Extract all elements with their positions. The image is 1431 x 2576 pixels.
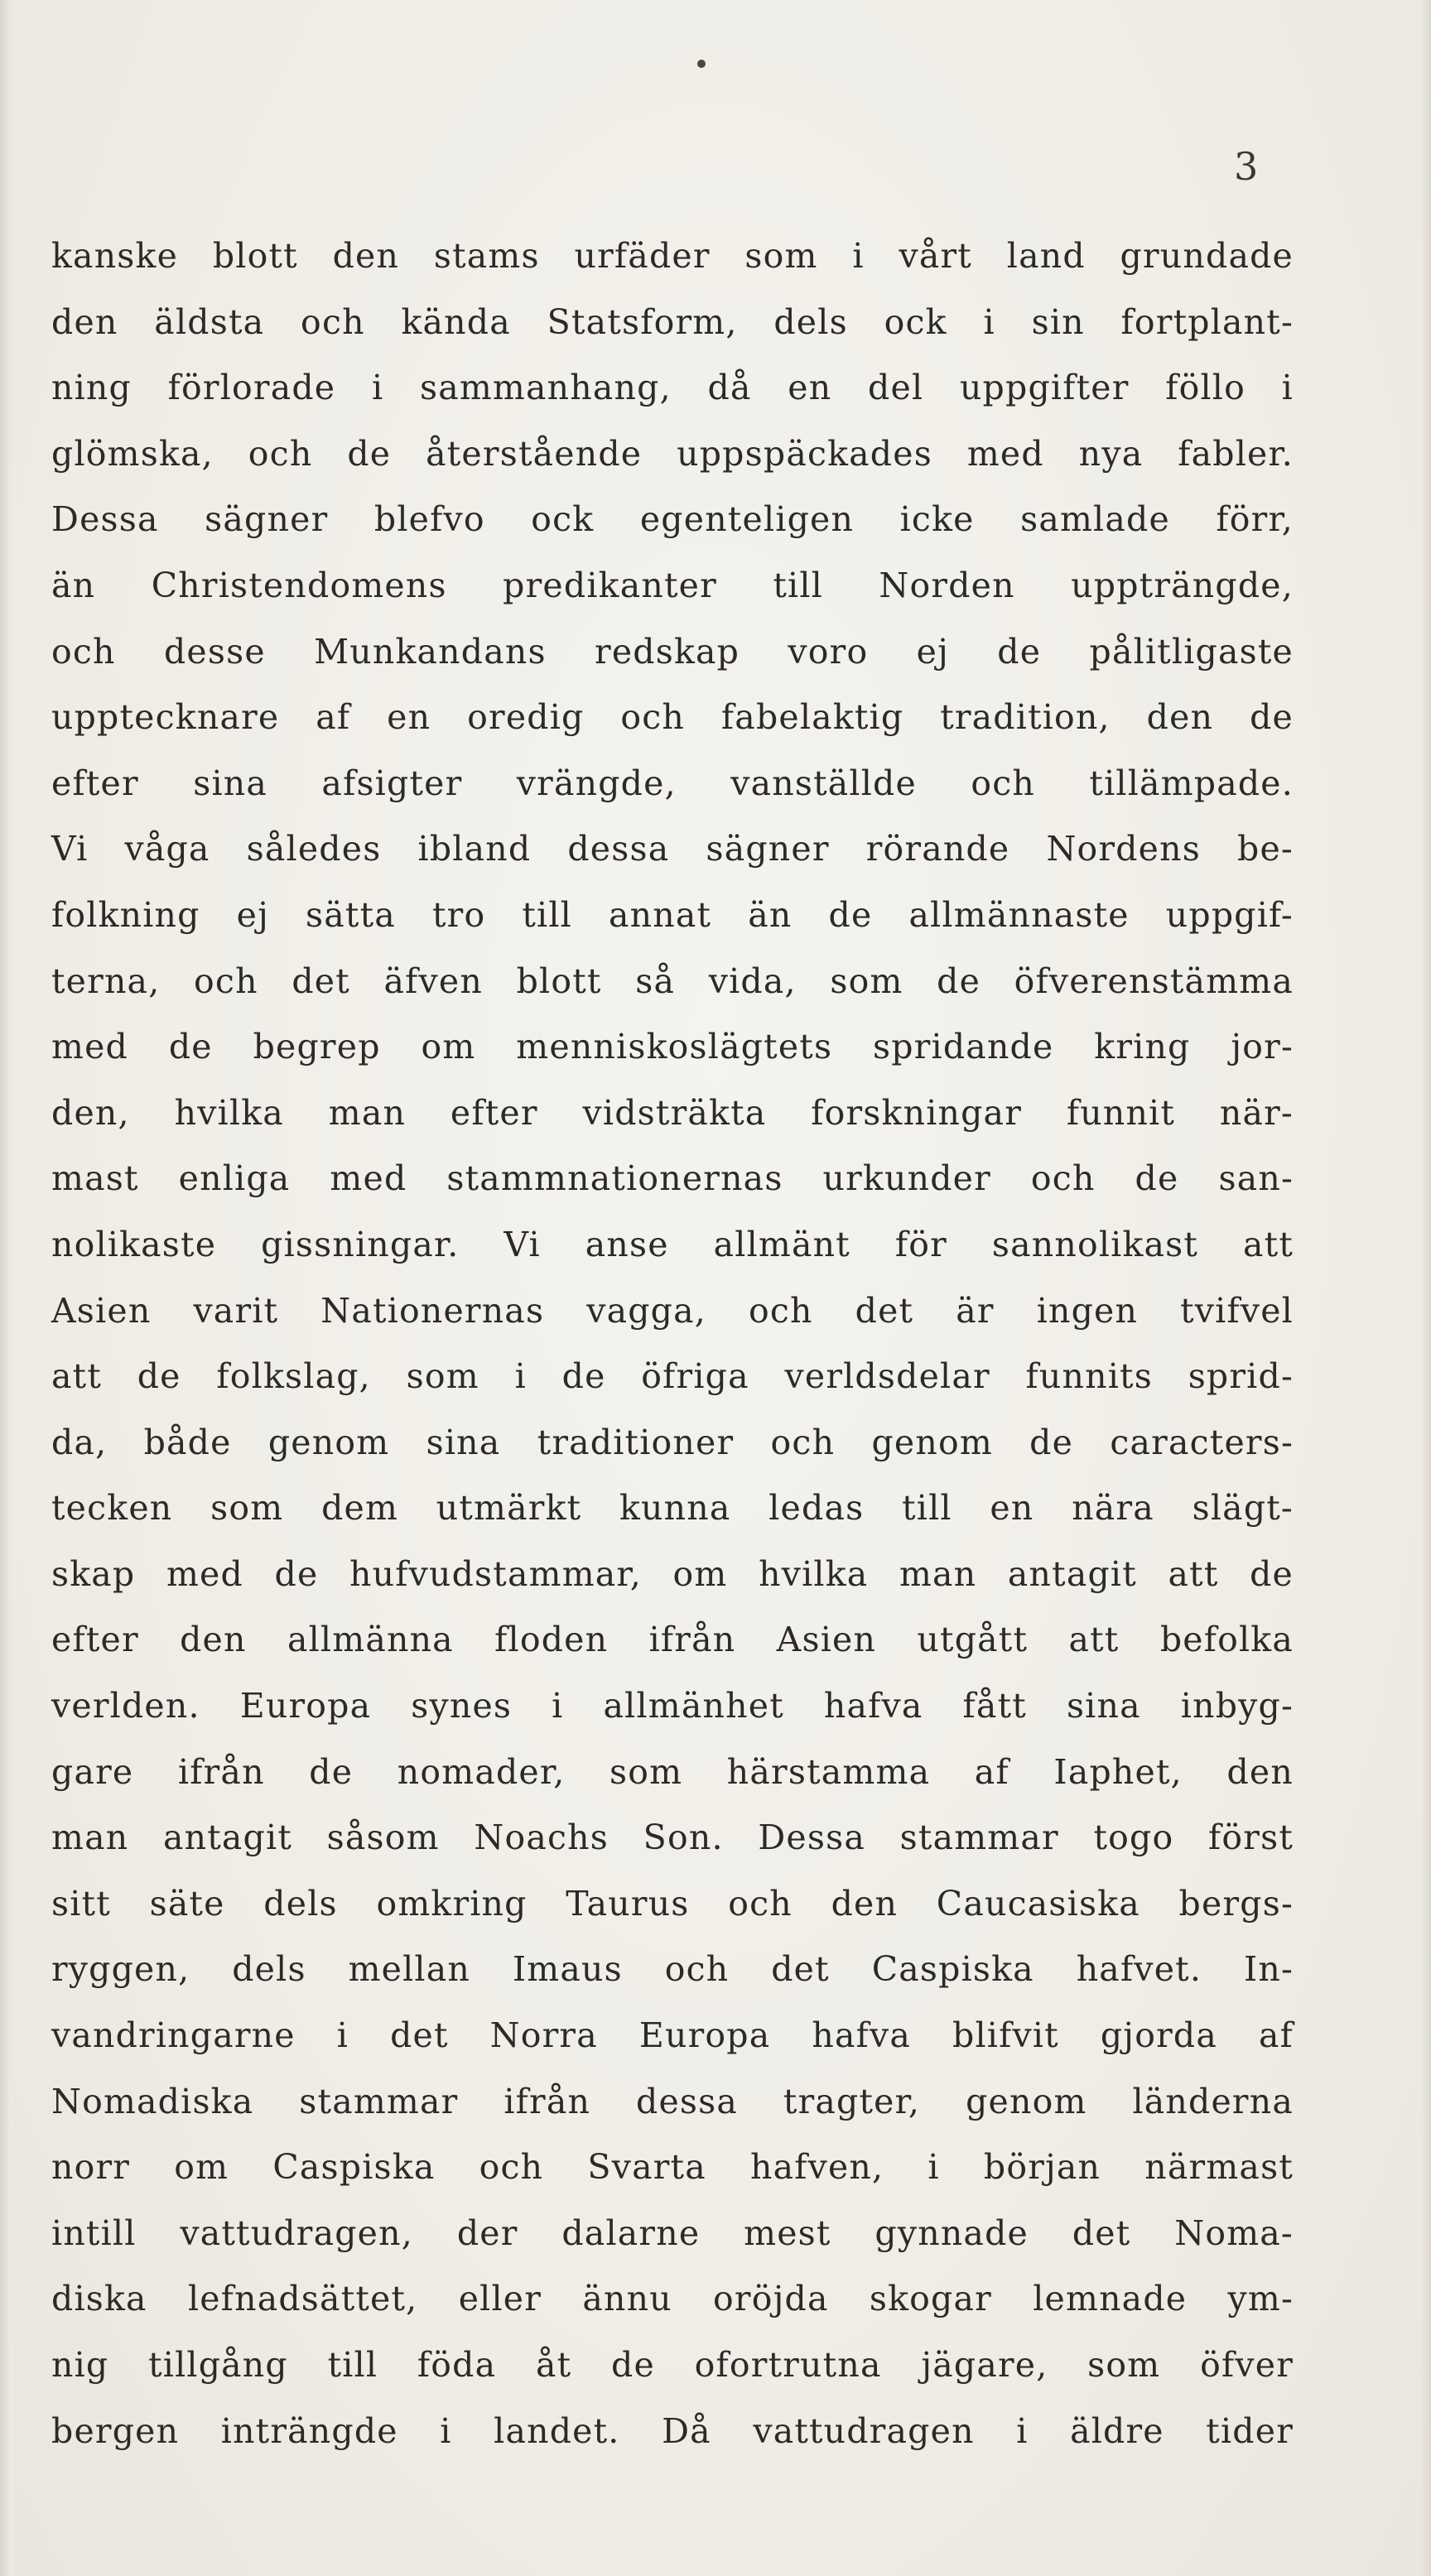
text-line: vandringarne i det Norra Europa hafva blifvit gjorda af xyxy=(51,2015,1294,2056)
text-line: Vi våga således ibland dessa sägner rörande Nordens be- xyxy=(51,829,1294,869)
text-line: glömska, och de återstående uppspäckades med nya fabler. xyxy=(51,433,1294,474)
text-line: den, hvilka man efter vidsträkta forskningar funnit när- xyxy=(51,1092,1294,1133)
text-line: norr om Caspiska och Svarta hafven, i början närmast xyxy=(51,2147,1294,2188)
text-line: Asien varit Nationernas vagga, och det är ingen tvifvel xyxy=(51,1290,1294,1331)
text-line: intill vattudragen, der dalarne mest gynnade det Noma- xyxy=(51,2212,1294,2253)
page-number: 3 xyxy=(1234,144,1259,189)
text-line: nolikaste gissningar. Vi anse allmänt för sannolikast att xyxy=(51,1224,1294,1264)
text-line: diska lefnadsättet, eller ännu oröjda skogar lemnade ym- xyxy=(51,2279,1294,2319)
page-edge-shadow xyxy=(1421,0,1431,2576)
text-line: Nomadiska stammar ifrån dessa tragter, genom länderna xyxy=(51,2081,1294,2121)
text-line: skap med de hufvudstammar, om hvilka man antagit att de xyxy=(51,1553,1294,1594)
text-line: att de folkslag, som i de öfriga verldsdelar funnits sprid- xyxy=(51,1356,1294,1397)
text-line: da, både genom sina traditioner och genom de caracters- xyxy=(51,1422,1294,1462)
text-line: verlden. Europa synes i allmänhet hafva fått sina inbyg- xyxy=(51,1686,1294,1726)
text-line: Dessa sägner blefvo ock egenteligen icke samlade förr, xyxy=(51,499,1294,540)
text-line: med de begrep om menniskoslägtets spridande kring jor- xyxy=(51,1027,1294,1067)
text-line: den äldsta och kända Statsform, dels ock i sin fortplant- xyxy=(51,301,1294,342)
text-line: och desse Munkandans redskap voro ej de pålitligaste xyxy=(51,631,1294,672)
text-line: terna, och det äfven blott så vida, som de öfverenstämma xyxy=(51,961,1294,1001)
text-line: mast enliga med stammnationernas urkunder och de san- xyxy=(51,1158,1294,1199)
text-line: man antagit såsom Noachs Son. Dessa stammar togo först xyxy=(51,1818,1294,1858)
text-line: efter den allmänna floden ifrån Asien utgått att befolka xyxy=(51,1620,1294,1660)
text-line: uppteckn​are af en oredig och fabelaktig tradition, den de xyxy=(51,697,1294,738)
body-text xyxy=(51,224,1294,2464)
text-line: ning förlorade i sammanhang, då en del uppgifter föllo i xyxy=(51,368,1294,408)
text-line: sitt säte dels omkring Taurus och den Caucasiska bergs- xyxy=(51,1883,1294,1924)
text-line: än Christendomens predikanter till Norden uppträngde, xyxy=(51,565,1294,605)
page-gutter-shadow xyxy=(0,0,15,2576)
text-line: efter sina afsigter vrängde, vanställde och tillämpade. xyxy=(51,763,1294,803)
text-line: gare ifrån de nomader, som härstamma af Iaphet, den xyxy=(51,1751,1294,1792)
text-line: kanske blott den stams urfäder som i vårt land grundade xyxy=(51,236,1294,276)
print-mark xyxy=(697,60,706,68)
text-line: bergen inträngde i landet. Då vattudragen i äldre tider xyxy=(51,2410,1294,2451)
text-line: folkning ej sätta tro till annat än de allmännaste uppgif- xyxy=(51,894,1294,935)
text-line: nig tillgång till föda åt de ofortrutna jägare, som öfver xyxy=(51,2345,1294,2385)
text-line: ryggen, dels mellan Imaus och det Caspiska hafvet. In- xyxy=(51,1949,1294,1990)
text-line: tecken som dem utmärkt kunna ledas till en nära slägt- xyxy=(51,1488,1294,1529)
